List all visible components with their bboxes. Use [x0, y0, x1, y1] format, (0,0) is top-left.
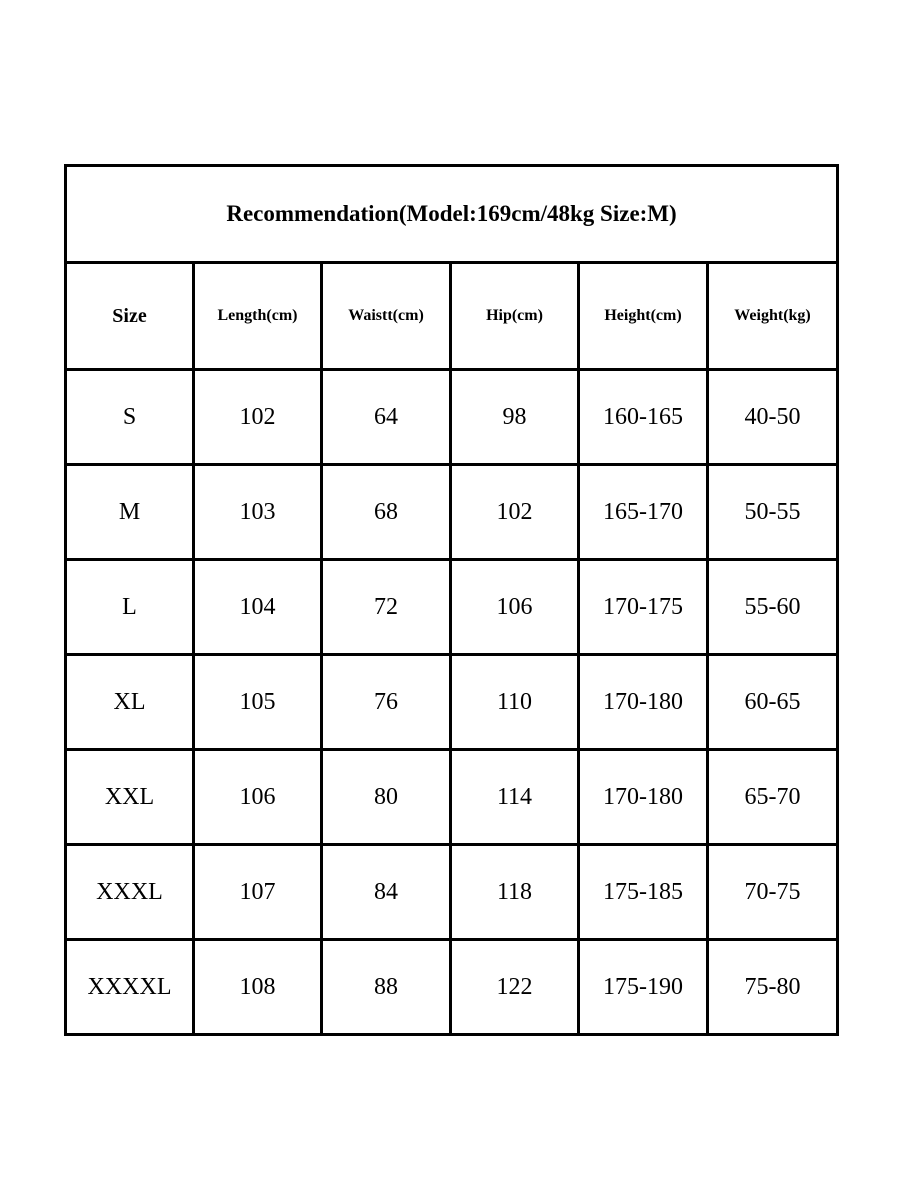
hip-cell: 118: [451, 845, 579, 940]
waist-cell: 64: [322, 370, 451, 465]
table-row: [66, 655, 838, 750]
length-cell: 103: [194, 465, 322, 560]
waist-cell: 88: [322, 940, 451, 1035]
length-cell: 106: [194, 750, 322, 845]
column-header-waist: Waistt(cm): [322, 263, 451, 370]
column-header-weight: Weight(kg): [708, 263, 838, 370]
hip-cell: 122: [451, 940, 579, 1035]
weight-cell: 50-55: [708, 465, 838, 560]
table-row: [66, 560, 838, 655]
weight-cell: 65-70: [708, 750, 838, 845]
height-cell: 175-190: [579, 940, 708, 1035]
height-cell: 160-165: [579, 370, 708, 465]
table-row: [66, 845, 838, 940]
waist-cell: 84: [322, 845, 451, 940]
waist-cell: 76: [322, 655, 451, 750]
table-row: [66, 940, 838, 1035]
title-row: [66, 166, 838, 263]
length-cell: 108: [194, 940, 322, 1035]
hip-cell: 106: [451, 560, 579, 655]
size-cell: XXXL: [66, 845, 194, 940]
weight-cell: 70-75: [708, 845, 838, 940]
size-cell: XL: [66, 655, 194, 750]
weight-cell: 75-80: [708, 940, 838, 1035]
length-cell: 102: [194, 370, 322, 465]
height-cell: 170-180: [579, 750, 708, 845]
hip-cell: 98: [451, 370, 579, 465]
waist-cell: 80: [322, 750, 451, 845]
length-cell: 105: [194, 655, 322, 750]
column-header-hip: Hip(cm): [451, 263, 579, 370]
column-header-length: Length(cm): [194, 263, 322, 370]
column-header-size: Size: [66, 263, 194, 370]
size-chart-table: [64, 164, 839, 1036]
length-cell: 104: [194, 560, 322, 655]
waist-cell: 72: [322, 560, 451, 655]
size-cell: S: [66, 370, 194, 465]
table-row: [66, 750, 838, 845]
height-cell: 175-185: [579, 845, 708, 940]
hip-cell: 110: [451, 655, 579, 750]
height-cell: 165-170: [579, 465, 708, 560]
weight-cell: 40-50: [708, 370, 838, 465]
waist-cell: 68: [322, 465, 451, 560]
weight-cell: 55-60: [708, 560, 838, 655]
height-cell: 170-180: [579, 655, 708, 750]
hip-cell: 102: [451, 465, 579, 560]
size-cell: XXL: [66, 750, 194, 845]
size-cell: XXXXL: [66, 940, 194, 1035]
table-row: [66, 465, 838, 560]
size-cell: L: [66, 560, 194, 655]
size-cell: M: [66, 465, 194, 560]
header-row: [66, 263, 838, 370]
weight-cell: 60-65: [708, 655, 838, 750]
table-row: [66, 370, 838, 465]
table-title: Recommendation(Model:169cm/48kg Size:M): [66, 166, 838, 263]
height-cell: 170-175: [579, 560, 708, 655]
column-header-height: Height(cm): [579, 263, 708, 370]
hip-cell: 114: [451, 750, 579, 845]
length-cell: 107: [194, 845, 322, 940]
